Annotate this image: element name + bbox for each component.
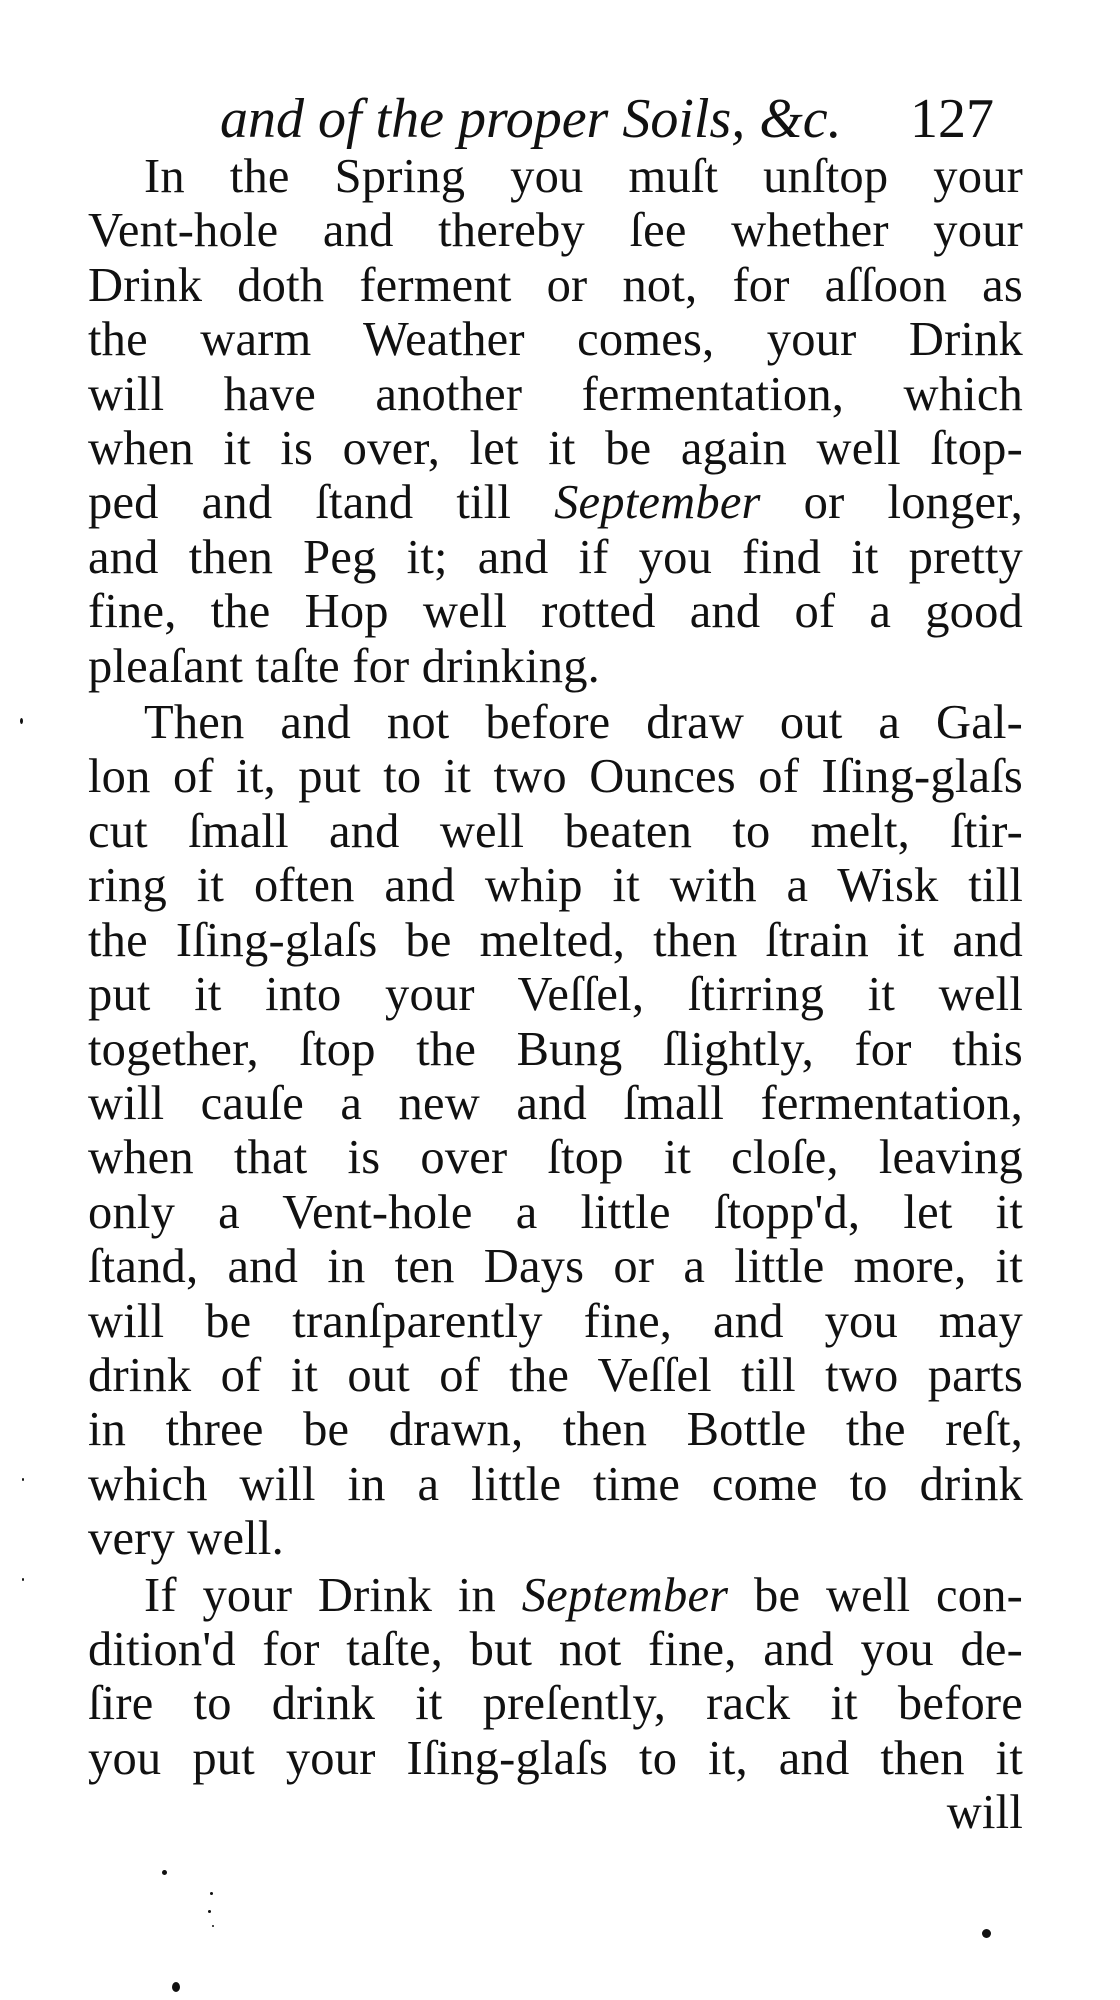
text-line: fine, the Hop well rotted and of a good [88,585,1023,639]
ink-speck [208,1910,211,1913]
text-line: which will in a little time come to drink [88,1457,1023,1511]
text-segment: ped and ſtand till [88,476,555,530]
page-number: 127 [910,88,994,150]
text-line: when it is over, let it be again well ſtop- [88,422,1023,476]
running-title: and of the proper Soils, &c. [220,88,842,150]
text-segment: or longer, [760,476,1023,530]
text-line: will have another fermentation, which [88,367,1023,421]
text-segment: If your Drink in [144,1568,522,1622]
ink-speck [20,718,23,724]
italic-word: September [554,476,761,530]
text-line: lon of it, put to it two Ounces of Iſing-glaſs [88,750,1023,804]
running-head [220,84,1020,154]
text-line: only a Vent-hole a little ſtopp'd, let it [88,1185,1023,1239]
paragraph-2 [88,696,1023,1567]
paragraph-3 [88,1569,1023,1841]
text-line: drink of it out of the Veſſel till two parts [88,1348,1023,1402]
text-line [88,476,1023,530]
text-segment: be well con- [728,1568,1023,1622]
ink-speck [22,1478,24,1481]
text-line: put it into your Veſſel, ſtirring it well [88,968,1023,1022]
text-line: together, ſtop the Bung ſlightly, for this [88,1022,1023,1076]
text-line: ring it often and whip it with a Wisk till [88,859,1023,913]
text-line: will cauſe a new and ſmall fermentation, [88,1076,1023,1130]
ink-speck [212,1925,214,1927]
text-line: Then and not before draw out a Gal- [144,696,1023,750]
ink-speck [22,1578,24,1581]
text-line: cut ſmall and well beaten to melt, ſtir- [88,804,1023,858]
text-line: the warm Weather comes, your Drink [88,313,1023,367]
text-line: In the Spring you muſt unſtop your [144,150,1023,203]
text-line: will be tranſparently fine, and you may [88,1294,1023,1348]
ink-speck [210,1892,213,1895]
text-line: in three be drawn, then Bottle the reſt, [88,1403,1023,1457]
text-line: ſire to drink it preſently, rack it before [88,1677,1023,1731]
text-line: the Iſing-glaſs be melted, then ſtrain it and [88,913,1023,967]
paragraph-1 [88,150,1023,694]
text-line: you put your Iſing-glaſs to it, and then it [88,1731,1023,1785]
text-line: pleaſant taſte for drinking. [88,639,600,693]
text-line: dition'd for taſte, but not fine, and you de- [88,1622,1023,1676]
text-line: Drink doth ferment or not, for aſſoon as [88,258,1023,312]
text-line: very well. [88,1512,284,1566]
text-line: when that is over ſtop it cloſe, leaving [88,1131,1023,1185]
text-line: ſtand, and in ten Days or a little more, it [88,1240,1023,1294]
ink-speck [162,1870,167,1875]
text-line [88,1569,1023,1623]
catchword: will [946,1786,1023,1840]
body-text [88,150,1023,1841]
ink-speck [172,1982,180,1992]
italic-word: September [521,1568,729,1622]
text-line: and then Peg it; and if you find it pretty [88,530,1023,584]
text-line: Vent-hole and thereby ſee whether your [88,204,1023,258]
ink-speck [982,1929,991,1938]
